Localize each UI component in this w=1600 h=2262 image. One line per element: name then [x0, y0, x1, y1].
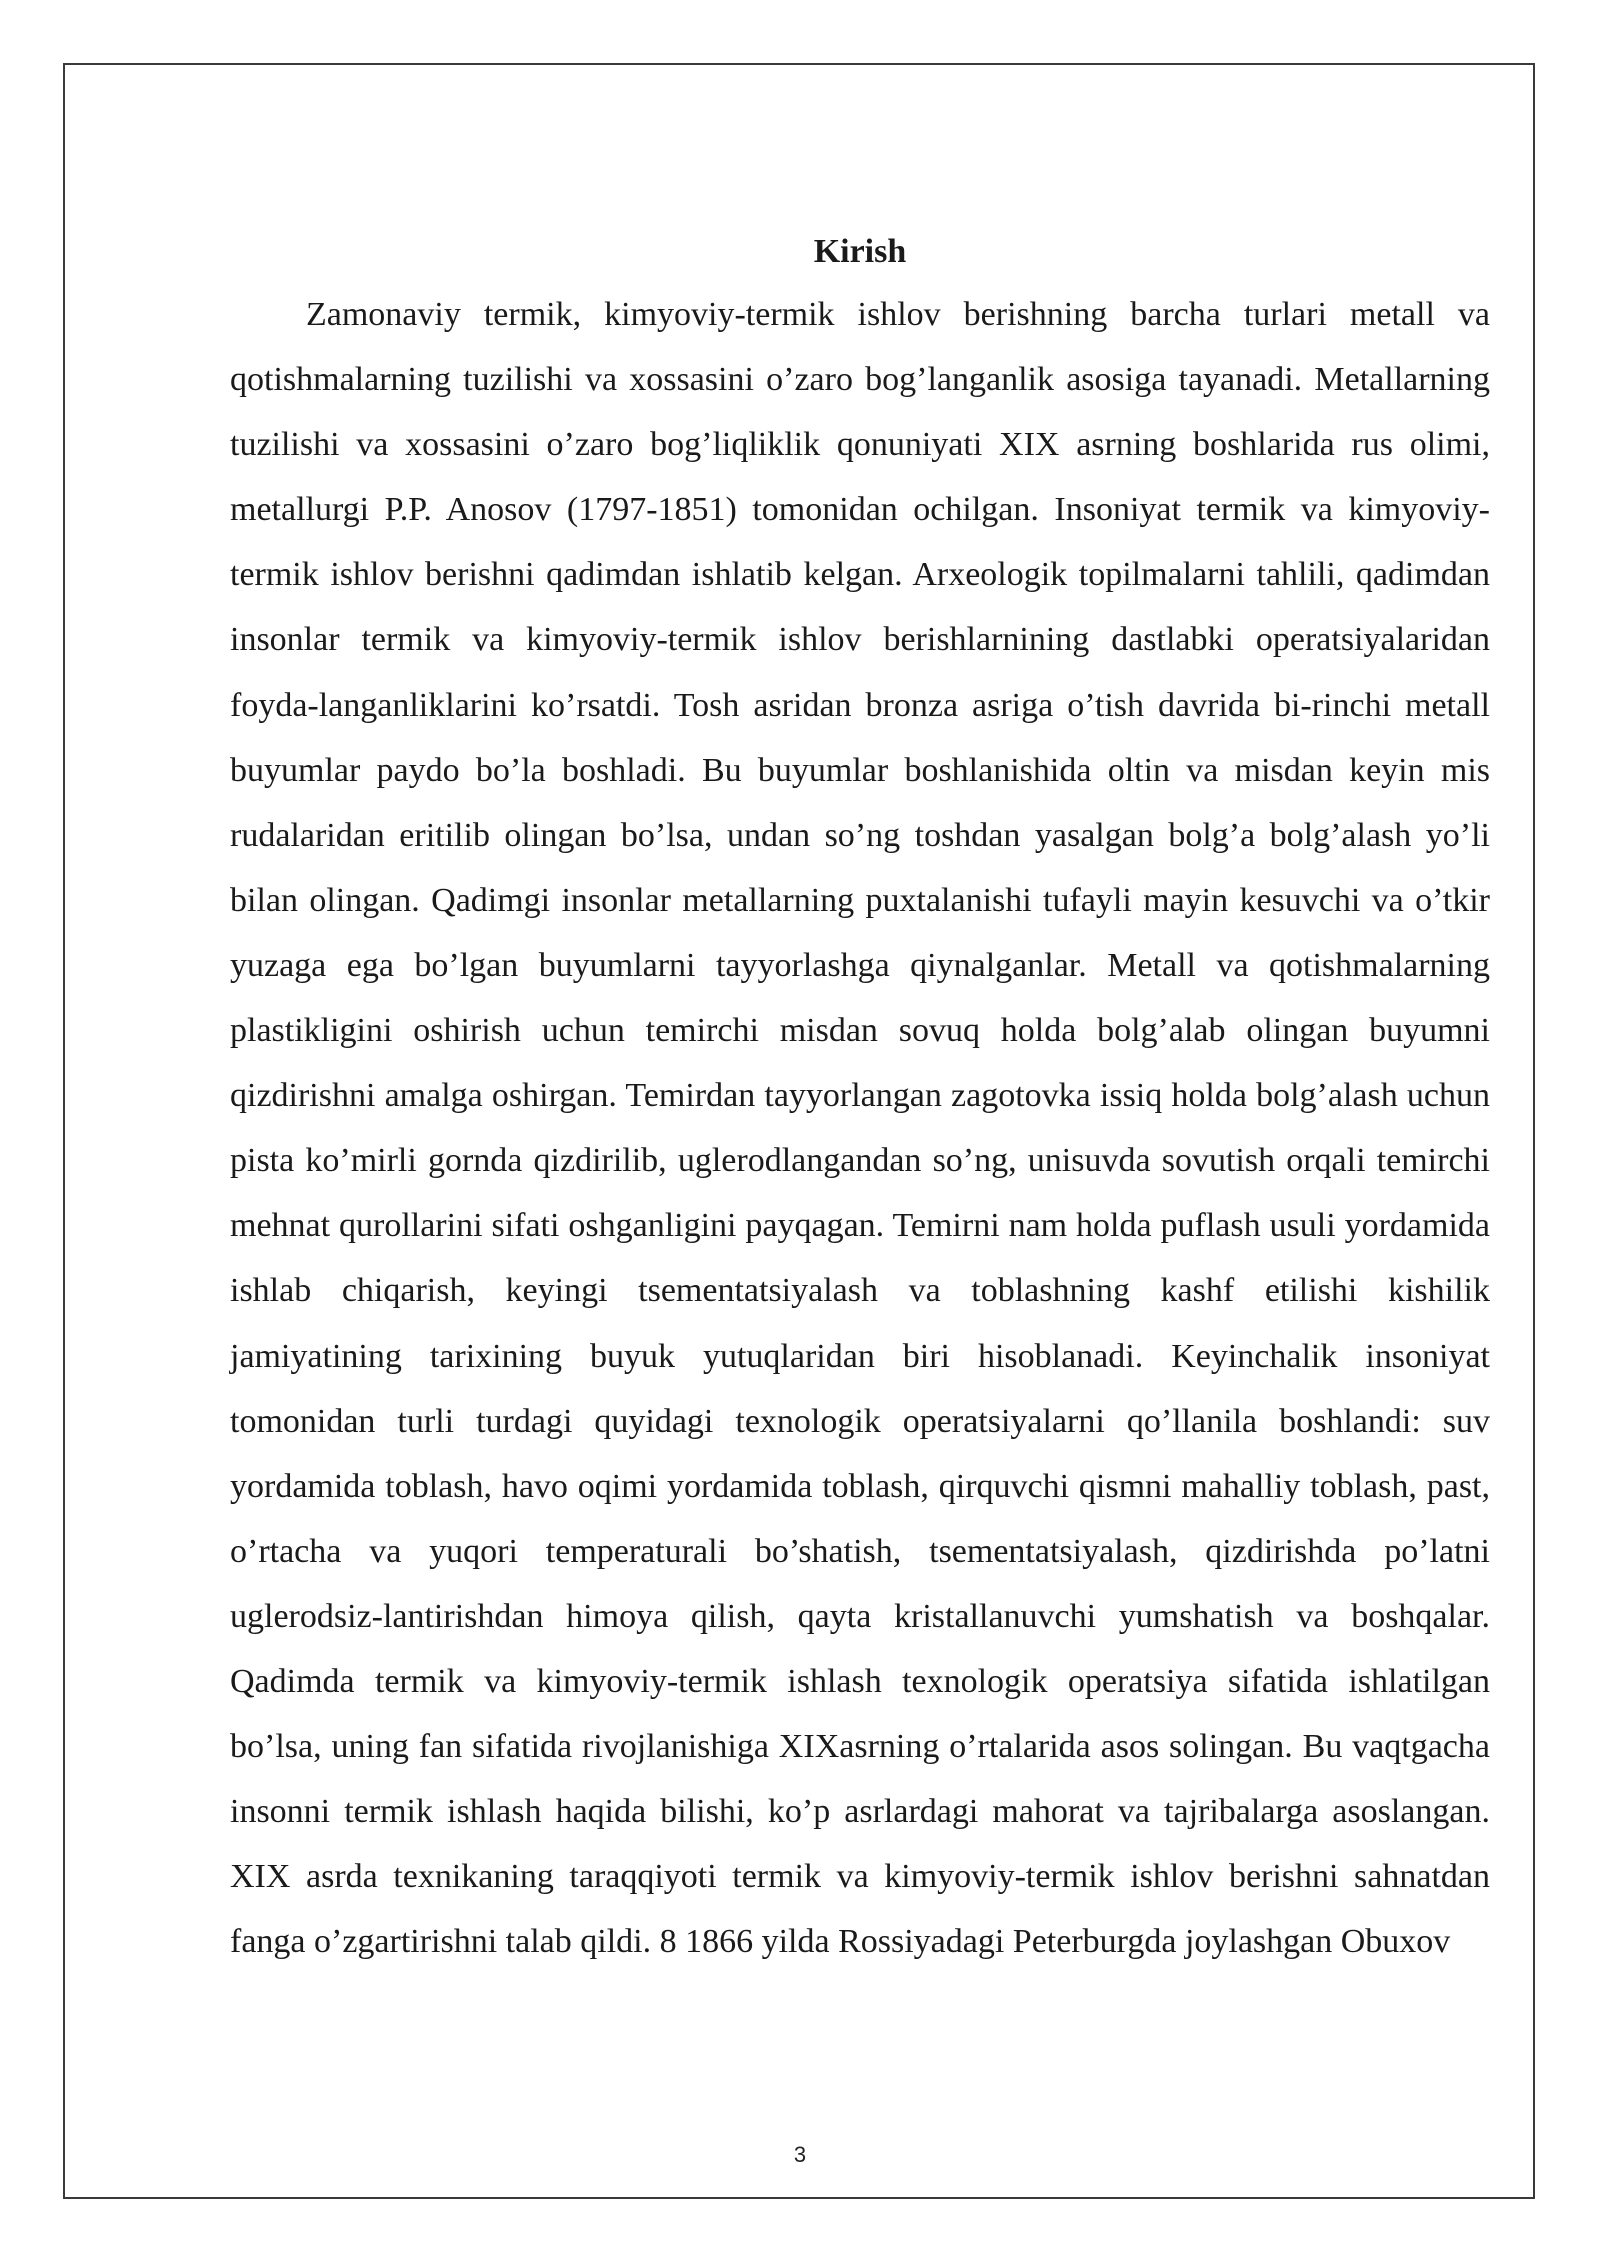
- page-number: 3: [793, 2142, 807, 2167]
- document-title: Kirish: [813, 233, 907, 270]
- body-paragraph: Zamonaviy termik, kimyoviy-termik ishlov berishning barcha turlari metall va qotishmalarning tuzilishi va xossasini o’zaro bog’langanlik asosiga tayanadi. Metallarning tuzilishi va xossasini o’zaro bog’liqliklik qonuniyati XIX asrning boshlarida rus olimi, metallurgi P.P. Anosov (1797-1851) tomonidan ochilgan. Insoniyat termik va kimyoviy-termik ishlov berishni qadimdan ishlatib kelgan. Arxeologik topilmalarni tahlili, qadimdan insonlar termik va kimyoviy-termik ishlov berishlarnining dastlabki operatsiyalaridan foyda-langanliklarini ko’rsatdi. Tosh asridan bronza asriga o’tish davrida bi-rinchi metall buyumlar paydo bo’la boshladi. Bu buyumlar boshlanishida oltin va misdan keyin mis rudalaridan eritilib olingan bo’lsa, undan so’ng toshdan yasalgan bolg’a bolg’alash yo’li bilan olingan. Qadimgi insonlar metallarning puxtalanishi tufayli mayin kesuvchi va o’tkir yuzaga ega bo’lgan buyumlarni tayyorlashga qiynalganlar. Metall va qotishmalarning plastikligini oshirish uchun temirchi misdan sovuq holda bolg’alab olingan buyumni qizdirishni amalga oshirgan. Temirdan tayyorlangan zagotovka issiq holda bolg’alash uchun pista ko’mirli gornda qizdirilib, uglerodlangandan so’ng, unisuvda sovutish orqali temirchi mehnat qurollarini sifati oshganligini payqagan. Temirni nam holda puflash usuli yordamida ishlab chiqarish, keyingi tsementatsiyalash va toblashning kashf etilishi kishilik jamiyatining tarixining buyuk yutuqlaridan biri hisoblanadi. Keyinchalik insoniyat tomonidan turli turdagi quyidagi texnologik operatsiyalarni qo’llanila boshlandi: suv yordamida toblash, havo oqimi yordamida toblash, qirquvchi qismni mahalliy toblash, past, o’rtacha va yuqori temperaturali bo’shatish, tsementatsiyalash, qizdirishda po’latni uglerodsiz-lantirishdan himoya qilish, qayta kristallanuvchi yumshatish va boshqalar. Qadimda termik va kimyoviy-termik ishlash texnologik operatsiya sifatida ishlatilgan bo’lsa, uning fan sifatida rivojlanishiga XIXasrning o’rtalarida asos solingan. Bu vaqtgacha insonni termik ishlash haqida bilishi, ko’p asrlardagi mahorat va tajribalarga asoslangan. XIX asrda texnikaning taraqqiyoti termik va kimyoviy-termik ishlov berishni sahnatdan fanga o’zgartirishni talab qildi. 8 1866 yilda Rossiyadagi Peterburgda joylashgan Obuxov: [230, 296, 1490, 1961]
- page-content: [230, 222, 1490, 1974]
